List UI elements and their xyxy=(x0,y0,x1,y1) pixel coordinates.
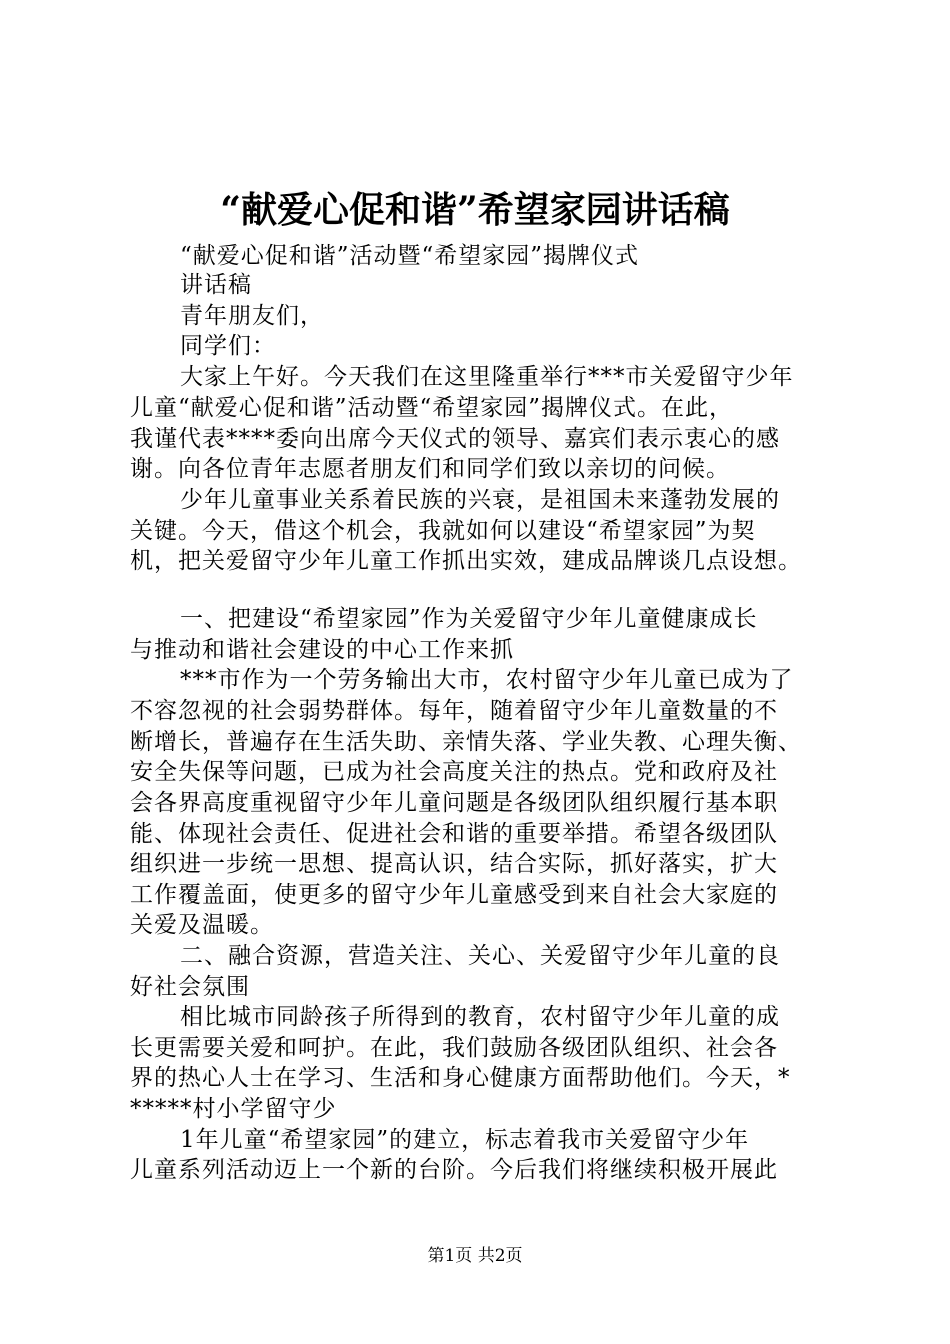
salutation-line-1: 青年朋友们， xyxy=(180,303,324,329)
section-heading-line: 一、把建设“希望家园”作为关爱留守少年儿童健康成长 xyxy=(180,606,758,632)
paragraph-line: 相比城市同龄孩子所得到的教育，农村留守少年儿童的成 xyxy=(180,1004,780,1030)
paragraph-line: 大家上午好。今天我们在这里隆重举行***市关爱留守少年 xyxy=(180,364,794,390)
paragraph-line: 能、体现社会责任、促进社会和谐的重要举措。希望各级团队 xyxy=(130,821,778,847)
paragraph-line: 儿童“献爱心促和谐”活动暨“希望家园”揭牌仪式。在此， xyxy=(130,395,734,421)
section-heading-line: 二、融合资源，营造关注、关心、关爱留守少年儿童的良 xyxy=(180,943,780,969)
subtitle-line-1: “献爱心促和谐”活动暨“希望家园”揭牌仪式 xyxy=(180,243,640,269)
paragraph-line: *****村小学留守少 xyxy=(130,1096,337,1122)
paragraph-line: 关爱及温暖。 xyxy=(130,912,274,938)
paragraph-line: 1年儿童“希望家园”的建立，标志着我市关爱留守少年 xyxy=(180,1127,750,1153)
salutation-line-2: 同学们： xyxy=(180,333,276,359)
page-number-footer: 第1页 共2页 xyxy=(427,1246,523,1266)
paragraph-line: 工作覆盖面，使更多的留守少年儿童感受到来自社会大家庭的 xyxy=(130,882,778,908)
paragraph-line: 机，把关爱留守少年儿童工作抓出实效，建成品牌谈几点设想。 xyxy=(130,548,802,574)
paragraph-line: 关键。今天，借这个机会，我就如何以建设“希望家园”为契 xyxy=(130,518,756,544)
paragraph-line: 我谨代表****委向出席今天仪式的领导、嘉宾们表示衷心的感 xyxy=(130,426,780,452)
paragraph-line: 长更需要关爱和呵护。在此，我们鼓励各级团队组织、社会各 xyxy=(130,1035,778,1061)
paragraph-line: 组织进一步统一思想、提高认识，结合实际，抓好落实，扩大 xyxy=(130,851,778,877)
paragraph-line: 少年儿童事业关系着民族的兴衰，是祖国未来蓬勃发展的 xyxy=(180,487,780,513)
document-title: “献爱心促和谐”希望家园讲话稿 xyxy=(220,189,730,231)
paragraph-line: 界的热心人士在学习、生活和身心健康方面帮助他们。今天，* xyxy=(130,1065,791,1091)
section-heading-line: 与推动和谐社会建设的中心工作来抓 xyxy=(130,637,514,663)
paragraph-line: 不容忽视的社会弱势群体。每年，随着留守少年儿童数量的不 xyxy=(130,698,778,724)
paragraph-line: 会各界高度重视留守少年儿童问题是各级团队组织履行基本职 xyxy=(130,790,778,816)
paragraph-line: 谢。向各位青年志愿者朋友们和同学们致以亲切的问候。 xyxy=(130,456,730,482)
paragraph-line: ***市作为一个劳务输出大市，农村留守少年儿童已成为了 xyxy=(180,667,794,693)
paragraph-line: 儿童系列活动迈上一个新的台阶。今后我们将继续积极开展此 xyxy=(130,1157,778,1183)
paragraph-line: 安全失保等问题，已成为社会高度关注的热点。党和政府及社 xyxy=(130,759,778,785)
paragraph-line: 断增长，普遍存在生活失助、亲情失落、学业失教、心理失衡、 xyxy=(130,729,802,755)
subtitle-line-2: 讲话稿 xyxy=(180,272,252,298)
section-heading-line: 好社会氛围 xyxy=(130,974,250,1000)
